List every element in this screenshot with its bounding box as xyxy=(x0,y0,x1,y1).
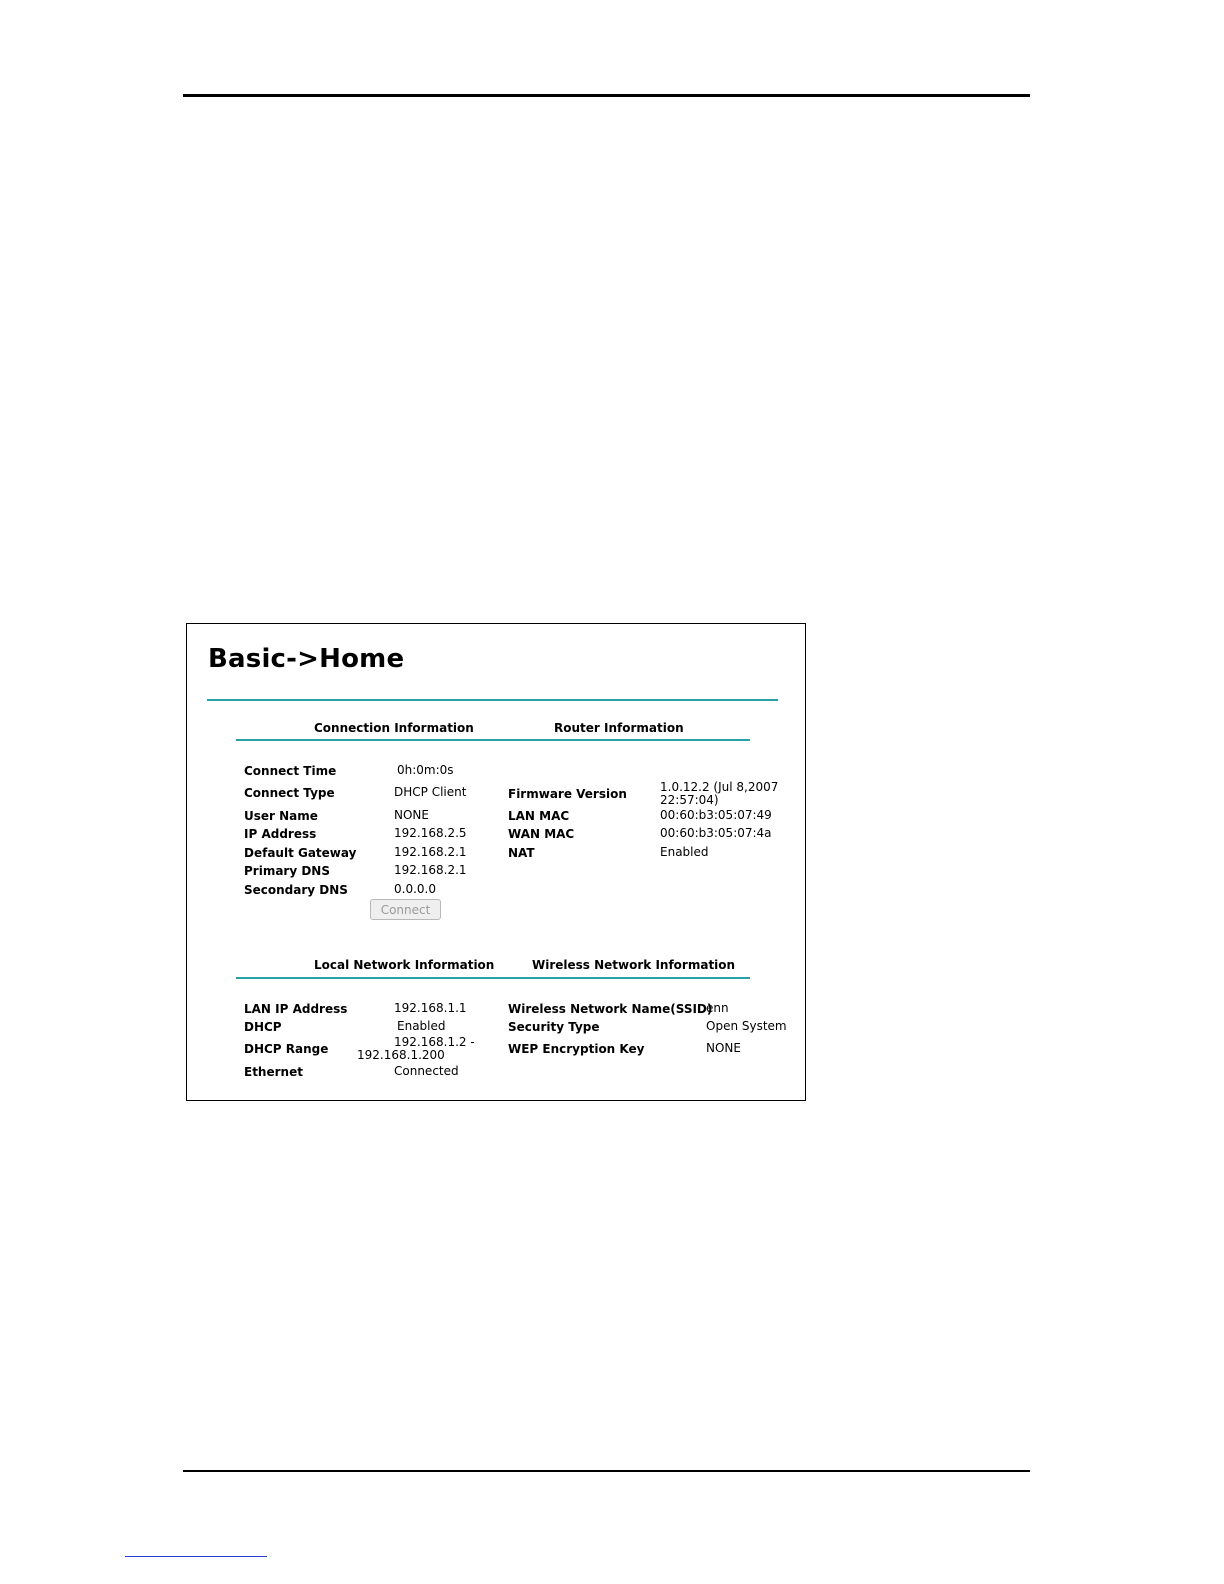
lan-mac-value: 00:60:b3:05:07:49 xyxy=(660,808,772,822)
user-name-value: NONE xyxy=(394,808,429,822)
dhcp-value: Enabled xyxy=(397,1019,446,1033)
firmware-version-value-line1: 1.0.12.2 (Jul 8,2007 xyxy=(660,780,779,794)
lan-ip-address-label: LAN IP Address xyxy=(244,1002,348,1016)
connection-section-divider xyxy=(236,739,750,741)
connect-time-label: Connect Time xyxy=(244,764,337,778)
connect-type-label: Connect Type xyxy=(244,786,335,800)
ethernet-label: Ethernet xyxy=(244,1065,303,1079)
security-type-label: Security Type xyxy=(508,1020,600,1034)
ip-address-value: 192.168.2.5 xyxy=(394,826,467,840)
router-info-heading: Router Information xyxy=(554,721,684,735)
nat-value: Enabled xyxy=(660,845,709,859)
ethernet-value: Connected xyxy=(394,1064,459,1078)
footer-link-underline[interactable] xyxy=(125,1556,267,1557)
wan-mac-value: 00:60:b3:05:07:4a xyxy=(660,826,772,840)
firmware-version-label: Firmware Version xyxy=(508,787,627,801)
connect-time-value: 0h:0m:0s xyxy=(397,763,454,777)
ip-address-label: IP Address xyxy=(244,827,317,841)
dhcp-label: DHCP xyxy=(244,1020,282,1034)
router-status-screenshot xyxy=(186,623,806,1101)
ssid-value: enn xyxy=(706,1001,729,1015)
wep-key-label: WEP Encryption Key xyxy=(508,1042,645,1056)
default-gateway-label: Default Gateway xyxy=(244,846,357,860)
title-divider xyxy=(207,699,778,701)
dhcp-range-label: DHCP Range xyxy=(244,1042,329,1056)
nat-label: NAT xyxy=(508,846,535,860)
primary-dns-label: Primary DNS xyxy=(244,864,330,878)
default-gateway-value: 192.168.2.1 xyxy=(394,845,467,859)
ssid-label: Wireless Network Name(SSID) xyxy=(508,1002,713,1016)
wan-mac-label: WAN MAC xyxy=(508,827,575,841)
lan-mac-label: LAN MAC xyxy=(508,809,570,823)
connect-button[interactable]: Connect xyxy=(370,899,441,920)
page-title: Basic->Home xyxy=(208,644,405,674)
local-network-heading: Local Network Information xyxy=(314,958,495,972)
lan-ip-address-value: 192.168.1.1 xyxy=(394,1001,467,1015)
primary-dns-value: 192.168.2.1 xyxy=(394,863,467,877)
wep-key-value: NONE xyxy=(706,1041,741,1055)
wireless-network-heading: Wireless Network Information xyxy=(532,958,736,972)
user-name-label: User Name xyxy=(244,809,318,823)
secondary-dns-value: 0.0.0.0 xyxy=(394,882,436,896)
dhcp-range-value-line1: 192.168.1.2 - xyxy=(394,1035,475,1049)
dhcp-range-value-line2: 192.168.1.200 xyxy=(357,1048,445,1062)
secondary-dns-label: Secondary DNS xyxy=(244,883,348,897)
header-rule xyxy=(183,94,1030,97)
firmware-version-value-line2: 22:57:04) xyxy=(660,793,719,807)
network-section-divider xyxy=(236,977,750,979)
security-type-value: Open System xyxy=(706,1019,787,1033)
connection-info-heading: Connection Information xyxy=(314,721,474,735)
connect-type-value: DHCP Client xyxy=(394,785,467,799)
footer-rule xyxy=(183,1470,1030,1472)
